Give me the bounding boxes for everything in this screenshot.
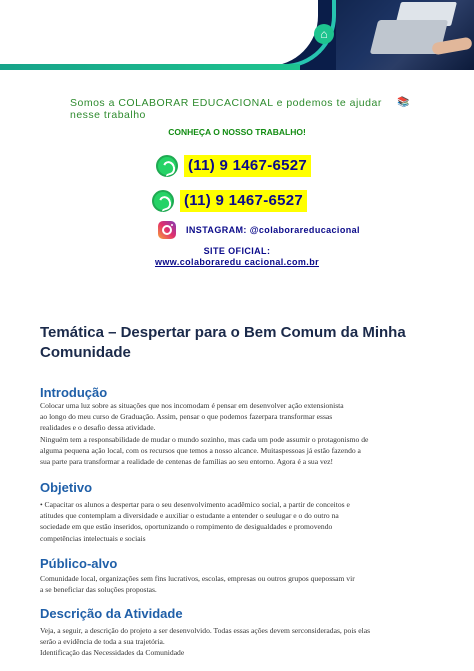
section-body-publico-alvo	[40, 573, 440, 595]
section-heading-introducao: Introdução	[40, 385, 108, 400]
article-title: Temática – Despertar para o Bem Comum da Minha Comunidade	[40, 324, 406, 361]
body-line: alguma pequena ação local, com os recursos que temos a nosso alcance. Muitaspessoas já estão fazendo a	[40, 445, 361, 455]
body-line: • Capacitar os alunos a despertar para o seu desenvolvimento acadêmico social, a partir de conceitos e	[40, 500, 350, 509]
intro-text: Somos a COLABORAR EDUCACIONAL e podemos te ajudar nesse trabalho	[70, 97, 382, 121]
whatsapp-row-1[interactable]	[156, 154, 311, 178]
whatsapp-icon	[152, 190, 174, 212]
body-line: Ninguém tem a responsabilidade de mudar o mundo sozinho, mas cada um pode assumir o protagonismo de	[40, 434, 369, 444]
body-line: Colocar uma luz sobre as situações que nos incomodam é pensar em desenvolver ação extensionista	[40, 401, 344, 410]
section-heading-objetivo: Objetivo	[40, 480, 93, 495]
body-line: competências intelectuais e sociais	[40, 533, 146, 543]
body-line: serão a evidência de toda a sua trajetória.	[40, 637, 165, 647]
banner-teal-arc	[20, 0, 336, 68]
section-heading-descricao: Descrição da Atividade	[40, 606, 183, 621]
body-line: ao longo do meu curso de Graduação. Assim, pensar o que podemos fazerpara transformar essas	[40, 412, 333, 422]
section-body-objetivo	[40, 499, 440, 544]
body-line: atitudes que contemplam a diversidade e auxiliar o estudante a entender o seulugar e o do outro na	[40, 511, 339, 521]
banner-green-stripe	[0, 64, 300, 70]
whatsapp-icon	[156, 155, 178, 177]
body-line: a se beneficiar das soluções propostas.	[40, 585, 157, 595]
body-line: realidades e o desafio dessa atividade.	[40, 423, 156, 433]
phone-number-1[interactable]: (11) 9 1467-6527	[184, 155, 311, 177]
body-line: sociedade em que estão inseridos, oportunizando o rompimento de desigualdades e promovendo	[40, 522, 333, 532]
body-line: Comunidade local, organizações sem fins lucrativos, escolas, empresas ou outros grupos quepossam vir	[40, 574, 355, 583]
section-body-introducao	[40, 400, 440, 467]
book-icon: 📚	[397, 97, 410, 108]
section-body-descricao	[40, 625, 440, 659]
body-line: sua parte para transformar a realidade de centenas de famílias ao seu entorno. Agora é a sua vez!	[40, 457, 334, 467]
whatsapp-row-2[interactable]	[152, 189, 307, 213]
body-line: Identificação das Necessidades da Comunidade	[40, 648, 185, 658]
section-heading-publico-alvo: Público-alvo	[40, 556, 118, 571]
home-icon[interactable]: ⌂	[314, 24, 334, 44]
body-line: Veja, a seguir, a descrição do projeto a ser desenvolvido. Todas essas ações devem serconsideradas, pois elas	[40, 626, 371, 635]
site-link[interactable]: www.colaboraredu cacional.com.br	[154, 257, 319, 267]
header-banner	[0, 0, 474, 70]
phone-number-2[interactable]: (11) 9 1467-6527	[180, 190, 307, 212]
cta-text: CONHEÇA O NOSSO TRABALHO!	[168, 127, 306, 137]
instagram-icon	[158, 221, 176, 239]
instagram-handle[interactable]: INSTAGRAM: @colaborareducacional	[186, 225, 360, 235]
site-label: SITE OFICIAL:	[203, 246, 271, 256]
banner-photo	[336, 0, 474, 70]
instagram-row[interactable]	[158, 221, 360, 239]
